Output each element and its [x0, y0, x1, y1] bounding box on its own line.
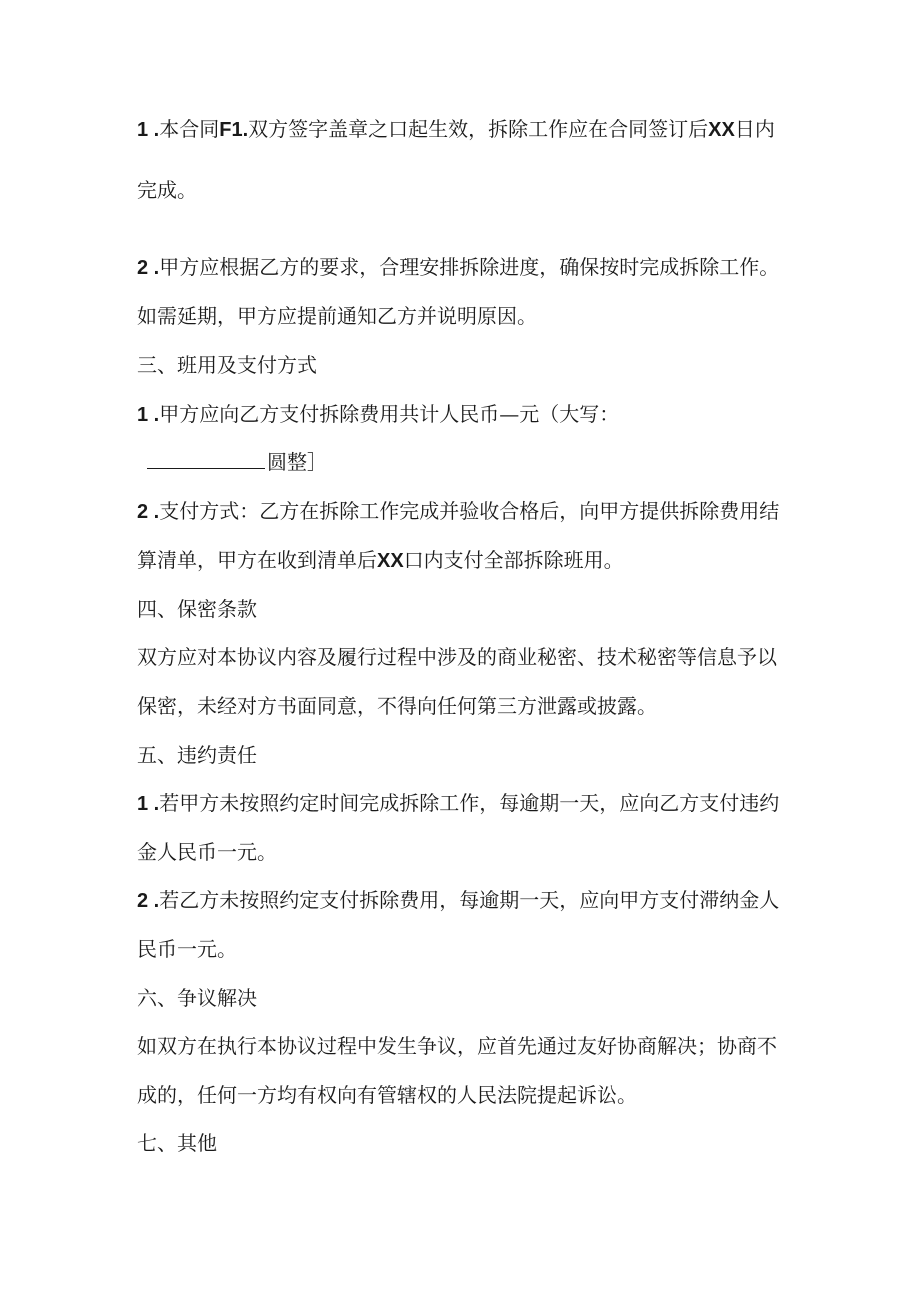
confidentiality-text-2: 保密，未经对方书面同意，不得向任何第三方泄露或披露。: [137, 694, 657, 718]
clause-5-2: 2 .甲方应根据乙方的要求，合理安排拆除进度，确保按时完成拆除工作。: [137, 255, 780, 279]
item-number: 2 .: [137, 890, 160, 912]
section-heading-dispute: 六、争议解决: [137, 986, 257, 1010]
item-number: 1 .: [137, 404, 160, 426]
confidentiality-text-1: 双方应对本协议内容及履行过程中涉及的商业秘密、技术秘密等信息予以: [137, 645, 777, 669]
clause-5-1-cont: 完成。: [137, 178, 197, 202]
amount-blank: [147, 450, 265, 469]
section-heading-confidentiality: 四、保密条款: [137, 597, 257, 621]
liability-clause-1: 1 .若甲方未按照约定时间完成拆除工作，每逾期一天，应向乙方支付违约: [137, 791, 780, 815]
item-number: 1 .: [137, 793, 160, 815]
liability-clause-2: 2 .若乙方未按照约定支付拆除费用，每逾期一天，应向甲方支付滞纳金人: [137, 888, 780, 912]
clause-5-1: 1 .本合同F1.双方签字盖章之口起生效，拆除工作应在合同签订后XX日内: [137, 117, 775, 141]
liability-clause-1-cont: 金人民币一元。: [137, 840, 277, 864]
payment-clause-1: 1 .甲方应向乙方支付拆除费用共计人民币—元（大写：: [137, 402, 620, 426]
payment-clause-2-cont: 算清单，甲方在收到清单后XX口内支付全部拆除班用。: [137, 548, 624, 572]
item-number: 2 .: [137, 501, 160, 523]
clause-5-2-cont: 如需延期，甲方应提前通知乙方并说明原因。: [137, 304, 537, 328]
item-number: 1 .: [137, 119, 160, 141]
dispute-text-2: 成的，任何一方均有权向有管辖权的人民法院提起诉讼。: [137, 1083, 637, 1107]
payment-clause-1-cont: 圆整］: [147, 450, 327, 474]
dispute-text-1: 如双方在执行本协议过程中发生争议，应首先通过友好协商解决；协商不: [137, 1034, 777, 1058]
item-number: 2 .: [137, 257, 160, 279]
section-heading-other: 七、其他: [137, 1131, 217, 1155]
payment-clause-2: 2 .支付方式：乙方在拆除工作完成并验收合格后，向甲方提供拆除费用结: [137, 499, 780, 523]
section-heading-liability: 五、违约责任: [137, 743, 257, 767]
liability-clause-2-cont: 民币一元。: [137, 937, 237, 961]
section-heading-payment: 三、班用及支付方式: [137, 353, 317, 377]
